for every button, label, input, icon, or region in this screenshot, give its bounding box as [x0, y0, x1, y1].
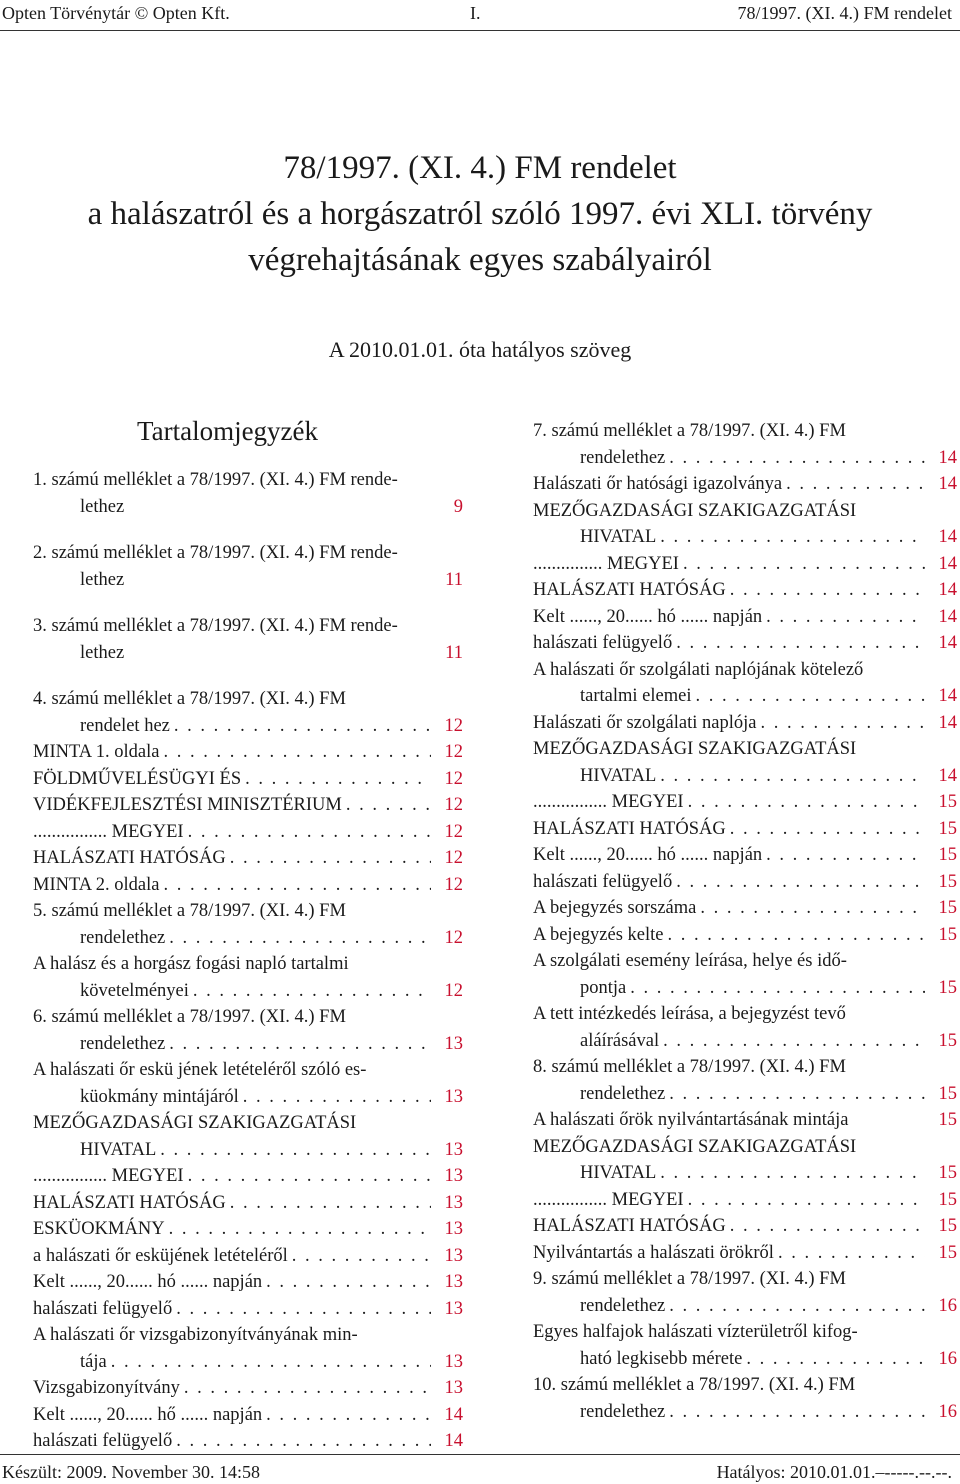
toc-entry-title: 6. számú melléklet a 78/1997. (XI. 4.) FM — [33, 1007, 346, 1027]
toc-leader-dots — [262, 1402, 431, 1429]
toc-entry[interactable] — [33, 898, 463, 951]
toc-entry-title: halászati felügyelő — [33, 1298, 173, 1319]
toc-entry[interactable] — [533, 1187, 957, 1214]
toc-page-number[interactable]: 15 — [938, 1163, 957, 1183]
toc-entry[interactable] — [33, 1428, 463, 1455]
toc-entry-title: A halászati őr vizsgabizonyítványának min- — [33, 1325, 358, 1345]
toc-entry[interactable] — [33, 739, 463, 766]
toc-entry-title: A tett intézkedés leírása, a bejegyzést tevő — [533, 1004, 846, 1024]
toc-page-number[interactable]: 16 — [938, 1348, 957, 1369]
toc-entry-title-continued: küokmány mintájáról — [80, 1086, 239, 1107]
toc-entry-title-continued: rendelet hez — [80, 715, 170, 736]
toc-page-number[interactable]: 16 — [938, 1295, 957, 1316]
toc-page-number[interactable]: 13 — [444, 1166, 463, 1186]
toc-entry-title: MEZŐGAZDASÁGI SZAKIGAZGATÁSI — [533, 739, 857, 759]
toc-page-number[interactable]: 14 — [938, 527, 957, 547]
title-line-1: 78/1997. (XI. 4.) FM rendelet — [283, 150, 677, 186]
toc-entry[interactable] — [533, 922, 957, 949]
toc-leader-dots — [663, 922, 925, 949]
toc-entry[interactable] — [533, 1107, 957, 1134]
toc-entry-title-continued: aláírásával — [580, 1030, 660, 1051]
toc-page-number[interactable]: 14 — [938, 580, 957, 600]
toc-heading: Tartalomjegyzék — [137, 416, 319, 446]
toc-entry[interactable] — [533, 1134, 957, 1187]
toc-entry-title: Kelt ......, 20...... hó ...... napján — [533, 845, 763, 865]
toc-entry-title: 10. számú melléklet a 78/1997. (XI. 4.) FM — [533, 1375, 856, 1395]
toc-entry-title-continued: tája — [80, 1351, 107, 1372]
toc-entry-title-continued: rendelethez — [580, 1295, 666, 1316]
toc-entry-title: MEZŐGAZDASÁGI SZAKIGAZGATÁSI — [33, 1113, 357, 1133]
toc-leader-dots — [239, 1084, 431, 1111]
toc-page-number[interactable]: 12 — [444, 795, 463, 815]
toc-page-number[interactable]: 15 — [938, 792, 957, 812]
toc-entry-title: A bejegyzés sorszáma — [533, 898, 697, 918]
toc-entry-title-continued: pontja — [580, 977, 627, 998]
toc-entry-title-continued: lethez — [80, 642, 125, 663]
toc-entry[interactable] — [33, 1004, 463, 1057]
toc-entry-title: A bejegyzés kelte — [533, 924, 664, 945]
toc-entry-title: 1. számú melléklet a 78/1997. (XI. 4.) FM rende- — [33, 470, 398, 490]
toc-entry-title: 4. számú melléklet a 78/1997. (XI. 4.) FM — [33, 689, 346, 709]
toc-leader-dots — [342, 792, 431, 819]
toc-page-number[interactable]: 15 — [938, 818, 957, 839]
toc-leader-dots — [684, 1187, 925, 1214]
toc-page-number[interactable]: 12 — [444, 980, 463, 1001]
toc-page-number[interactable]: 13 — [444, 1219, 463, 1239]
toc-page-number[interactable]: 14 — [938, 633, 957, 653]
toc-leader-dots — [696, 895, 925, 922]
toc-leader-dots — [156, 1137, 431, 1164]
toc-page-number[interactable]: 15 — [938, 845, 957, 865]
toc-page-number[interactable]: 14 — [938, 474, 957, 494]
toc-leader-dots — [665, 1293, 925, 1320]
toc-leader-dots — [742, 1346, 925, 1373]
toc-entry[interactable] — [533, 1240, 957, 1267]
toc-entry[interactable] — [533, 1054, 957, 1107]
toc-leader-dots — [762, 842, 925, 869]
toc-entry[interactable] — [533, 657, 957, 710]
toc-entry[interactable] — [533, 1372, 957, 1425]
toc-entry[interactable] — [33, 819, 463, 846]
toc-leader-dots — [184, 819, 431, 846]
toc-leader-dots — [756, 710, 925, 737]
toc-entry-title: HALÁSZATI HATÓSÁG — [33, 848, 226, 868]
toc-entry-title: Kelt ......, 20...... hó ...... napján — [533, 606, 763, 627]
toc-entry-title: A halászati őrök nyilvántartásának mintája — [533, 1110, 849, 1130]
toc-entry-title: Vizsgabizonyítvány — [33, 1378, 180, 1398]
toc-entry-title: Nyilvántartás a halászati örökről — [533, 1242, 774, 1263]
toc-entry[interactable] — [33, 792, 463, 819]
toc-entry-title: ................ MEGYEI — [533, 792, 684, 812]
toc-entry-title: VIDÉKFEJLESZTÉSI MINISZTÉRIUM — [33, 795, 342, 815]
toc-entry[interactable] — [533, 816, 957, 843]
toc-entry-title: HALÁSZATI HATÓSÁG — [533, 818, 726, 839]
toc-entry-title-continued: rendelethez — [580, 1401, 666, 1422]
toc-leader-dots — [107, 1349, 431, 1376]
toc-page-number[interactable]: 15 — [938, 1110, 957, 1130]
toc-entry-title: 8. számú melléklet a 78/1997. (XI. 4.) FM — [533, 1057, 846, 1077]
toc-entry-title: a halászati őr esküjének letételéről — [33, 1245, 288, 1266]
toc-page-number[interactable]: 11 — [445, 642, 463, 663]
toc-entry-title-continued: lethez — [80, 496, 125, 517]
toc-entry-title-continued: rendelethez — [80, 927, 166, 948]
toc-entry[interactable] — [33, 1375, 463, 1402]
toc-entry[interactable] — [533, 577, 957, 604]
toc-entry[interactable] — [533, 551, 957, 578]
toc-leader-dots — [684, 789, 925, 816]
toc-entry[interactable] — [533, 1213, 957, 1240]
toc-entry[interactable] — [33, 1110, 463, 1163]
footer-left: Készült: 2009. November 30. 14:58 — [2, 1462, 260, 1482]
toc-leader-dots — [656, 524, 925, 551]
toc-page-number[interactable]: 14 — [938, 686, 957, 706]
footer-right: Hatályos: 2010.01.01.–-----.--.--. — [716, 1462, 952, 1482]
toc-entry[interactable] — [533, 869, 957, 896]
toc-leader-dots — [226, 845, 431, 872]
toc-entry[interactable] — [533, 710, 957, 737]
toc-entry-title: 9. számú melléklet a 78/1997. (XI. 4.) FM — [533, 1269, 846, 1289]
toc-entry[interactable] — [33, 1057, 463, 1110]
toc-entry-title-continued: rendelethez — [580, 1083, 666, 1104]
toc-page-number[interactable]: 13 — [444, 1139, 463, 1160]
toc-leader-dots — [665, 1081, 925, 1108]
toc-entry-title: MEZŐGAZDASÁGI SZAKIGAZGATÁSI — [533, 1136, 857, 1157]
toc-entry-title: A halászati őr eskü jének letételéről szóló es- — [33, 1060, 367, 1080]
toc-entry[interactable] — [33, 1216, 463, 1243]
toc-leader-dots — [659, 1028, 925, 1055]
toc-leader-dots — [656, 1160, 925, 1187]
toc-page-number[interactable]: 15 — [938, 1083, 957, 1104]
toc-page-number[interactable]: 12 — [444, 874, 463, 895]
toc-page-number[interactable]: 13 — [444, 1086, 463, 1107]
toc-page-number[interactable]: 15 — [938, 1030, 957, 1051]
title-line-3: végrehajtásának egyes szabályairól — [248, 242, 712, 278]
toc-entry[interactable] — [533, 471, 957, 498]
toc-entry[interactable] — [33, 1190, 463, 1217]
toc-entry-title: Egyes halfajok halászati vízterületről kifog- — [533, 1322, 858, 1342]
toc-entry[interactable] — [33, 766, 463, 793]
toc-leader-dots — [180, 1375, 431, 1402]
toc-leader-dots — [665, 1399, 925, 1426]
toc-page-number[interactable]: 14 — [938, 553, 957, 574]
toc-page-number[interactable]: 9 — [453, 496, 463, 517]
toc-entry[interactable] — [33, 951, 463, 1004]
toc-leader-dots — [665, 445, 925, 472]
toc-entry[interactable] — [33, 467, 463, 520]
toc-page-number[interactable]: 13 — [444, 1245, 463, 1266]
toc-entry-title-continued: HIVATAL — [80, 1139, 157, 1160]
toc-entry-title: ................ MEGYEI — [33, 821, 184, 842]
toc-entry[interactable] — [33, 540, 463, 593]
header-left: Opten Törvénytár © Opten Kft. — [2, 3, 230, 23]
toc-entry-title: 7. számú melléklet a 78/1997. (XI. 4.) FM — [533, 421, 846, 441]
toc-page-number[interactable]: 13 — [444, 1351, 463, 1372]
toc-page-number[interactable]: 15 — [938, 977, 957, 998]
toc-leader-dots — [726, 577, 925, 604]
toc-leader-dots — [165, 925, 431, 952]
title-line-2: a halászatról és a horgászatról szóló 1997. évi XLI. törvény — [87, 196, 873, 232]
toc-entry[interactable] — [33, 686, 463, 739]
toc-entry-title: Kelt ......, 20...... hő ...... napján — [33, 1404, 263, 1425]
toc-entry-title: ............... MEGYEI — [533, 553, 679, 574]
toc-page-number[interactable]: 12 — [444, 715, 463, 736]
toc-entry-title: ................ MEGYEI — [33, 1166, 184, 1186]
toc-leader-dots — [679, 551, 925, 578]
toc-leader-dots — [782, 471, 925, 498]
toc-entry-title: ESKÜOKMÁNY — [33, 1219, 165, 1239]
toc-page-number[interactable]: 15 — [938, 1242, 957, 1263]
toc-entry-title: Halászati őr szolgálati naplója — [533, 712, 757, 733]
toc-page-number[interactable]: 13 — [444, 1272, 463, 1292]
toc-entry[interactable] — [533, 1001, 957, 1054]
toc-leader-dots — [626, 975, 925, 1002]
toc-page-number[interactable]: 14 — [444, 1404, 463, 1425]
toc-leader-dots — [165, 1031, 431, 1058]
toc-page-number[interactable]: 14 — [938, 712, 957, 733]
toc-leader-dots — [656, 763, 925, 790]
document-title — [0, 145, 960, 283]
toc-entry-title: halászati felügyelő — [33, 1431, 173, 1451]
toc-page-number[interactable]: 14 — [938, 765, 957, 786]
toc-entry[interactable] — [533, 630, 957, 657]
toc-page-number[interactable]: 11 — [445, 569, 463, 590]
toc-entry[interactable] — [533, 895, 957, 922]
toc-entry-title: MEZŐGAZDASÁGI SZAKIGAZGATÁSI — [533, 500, 857, 521]
toc-entry-title: halászati felügyelő — [533, 871, 673, 892]
toc-entry[interactable] — [533, 418, 957, 471]
toc-leader-dots — [672, 869, 925, 896]
toc-entry[interactable] — [33, 1296, 463, 1323]
toc-entry[interactable] — [33, 872, 463, 899]
toc-leader-dots — [288, 1243, 431, 1270]
toc-entry-title-continued: rendelethez — [80, 1033, 166, 1054]
toc-entry-title-continued: követelményei — [80, 980, 189, 1001]
toc-leader-dots — [184, 1163, 431, 1190]
toc-entry[interactable] — [33, 1163, 463, 1190]
toc-entry-title: 5. számú melléklet a 78/1997. (XI. 4.) FM — [33, 901, 346, 921]
toc-entry[interactable] — [33, 845, 463, 872]
toc-leader-dots — [170, 713, 431, 740]
running-header — [0, 0, 960, 30]
toc-entry[interactable] — [533, 1266, 957, 1319]
toc-entry-title: HALÁSZATI HATÓSÁG — [533, 1216, 726, 1236]
toc-entry[interactable] — [33, 1322, 463, 1375]
toc-entry-title: HALÁSZATI HATÓSÁG — [33, 1192, 226, 1213]
toc-leader-dots — [165, 1216, 431, 1243]
header-center: I. — [470, 3, 481, 23]
toc-leader-dots — [159, 872, 431, 899]
toc-entry[interactable] — [33, 1269, 463, 1296]
toc-entry-title-continued: HIVATAL — [580, 765, 657, 786]
toc-entry-title: MINTA 2. oldala — [33, 874, 160, 895]
toc-page-number[interactable]: 16 — [938, 1401, 957, 1422]
toc-entry[interactable] — [533, 1319, 957, 1372]
toc-entry-title-continued: ható legkisebb mérete — [580, 1348, 743, 1369]
toc-leader-dots — [172, 1296, 431, 1323]
toc-entry[interactable] — [533, 948, 957, 1001]
toc-page-number[interactable]: 13 — [444, 1378, 463, 1398]
header-right: 78/1997. (XI. 4.) FM rendelet — [737, 3, 952, 23]
toc-entry-title: ................ MEGYEI — [533, 1189, 684, 1210]
toc-page-number[interactable]: 12 — [444, 927, 463, 948]
toc-entry[interactable] — [533, 498, 957, 551]
footer-rule — [0, 1454, 960, 1455]
toc-entry-title-continued: HIVATAL — [580, 527, 657, 547]
toc-leader-dots — [172, 1428, 431, 1455]
toc-entry-title: A halász és a horgász fogási napló tartalmi — [33, 954, 349, 974]
toc-page-number[interactable]: 14 — [938, 606, 957, 627]
toc-leader-dots — [189, 978, 431, 1005]
toc-leader-dots — [691, 683, 925, 710]
toc-page-number[interactable]: 15 — [938, 1216, 957, 1236]
toc-leader-dots — [672, 630, 925, 657]
toc-entry-title: 3. számú melléklet a 78/1997. (XI. 4.) FM rende- — [33, 616, 398, 636]
toc-page-number[interactable]: 12 — [444, 821, 463, 842]
toc-page-number[interactable]: 14 — [444, 1431, 463, 1451]
toc-entry-title: HALÁSZATI HATÓSÁG — [533, 580, 726, 600]
toc-entry[interactable] — [33, 1243, 463, 1270]
toc-page-number[interactable]: 15 — [938, 1189, 957, 1210]
toc-leader-dots — [241, 766, 431, 793]
toc-entry[interactable] — [533, 736, 957, 789]
toc-page-number[interactable]: 12 — [444, 848, 463, 868]
toc-page-number[interactable]: 13 — [444, 1033, 463, 1054]
toc-entry[interactable] — [533, 604, 957, 631]
toc-page-number[interactable]: 15 — [938, 924, 957, 945]
toc-page-number[interactable]: 13 — [444, 1298, 463, 1319]
toc-leader-dots — [762, 604, 925, 631]
toc-page-number[interactable]: 14 — [938, 447, 957, 468]
toc-entry-title: Kelt ......, 20...... hó ...... napján — [33, 1272, 263, 1292]
toc-leader-dots — [262, 1269, 431, 1296]
toc-entry[interactable] — [33, 613, 463, 666]
toc-entry-title: A halászati őr szolgálati naplójának kötelező — [533, 659, 864, 680]
toc-entry-title-continued: rendelethez — [580, 447, 666, 468]
toc-entry-title: 2. számú melléklet a 78/1997. (XI. 4.) FM rende- — [33, 543, 398, 563]
toc-entry[interactable] — [33, 1402, 463, 1429]
toc-page-number[interactable]: 13 — [444, 1192, 463, 1213]
effective-text-note: A 2010.01.01. óta hatályos szöveg — [328, 337, 632, 362]
toc-page-number[interactable]: 15 — [938, 898, 957, 918]
toc-entry-title-continued: lethez — [80, 569, 125, 590]
toc-entry[interactable] — [533, 842, 957, 869]
toc-entry-title: Halászati őr hatósági igazolványa — [533, 474, 783, 494]
toc-entry-title: halászati felügyelő — [533, 633, 673, 653]
toc-leader-dots — [159, 739, 431, 766]
toc-entry-title: FÖLDMŰVELÉSÜGYI ÉS — [33, 768, 242, 789]
header-rule — [0, 30, 960, 31]
toc-leader-dots — [774, 1240, 925, 1267]
toc-leader-dots — [726, 816, 925, 843]
toc-entry-title: MINTA 1. oldala — [33, 742, 160, 762]
toc-page-number[interactable]: 12 — [444, 768, 463, 789]
toc-leader-dots — [226, 1190, 431, 1217]
toc-page-number[interactable]: 12 — [444, 742, 463, 762]
toc-entry[interactable] — [533, 789, 957, 816]
toc-leader-dots — [726, 1213, 925, 1240]
toc-entry-title: A szolgálati esemény leírása, helye és idő- — [533, 951, 847, 971]
toc-entry-title-continued: HIVATAL — [580, 1163, 657, 1183]
toc-page-number[interactable]: 15 — [938, 871, 957, 892]
toc-entry-title-continued: tartalmi elemei — [580, 686, 692, 706]
